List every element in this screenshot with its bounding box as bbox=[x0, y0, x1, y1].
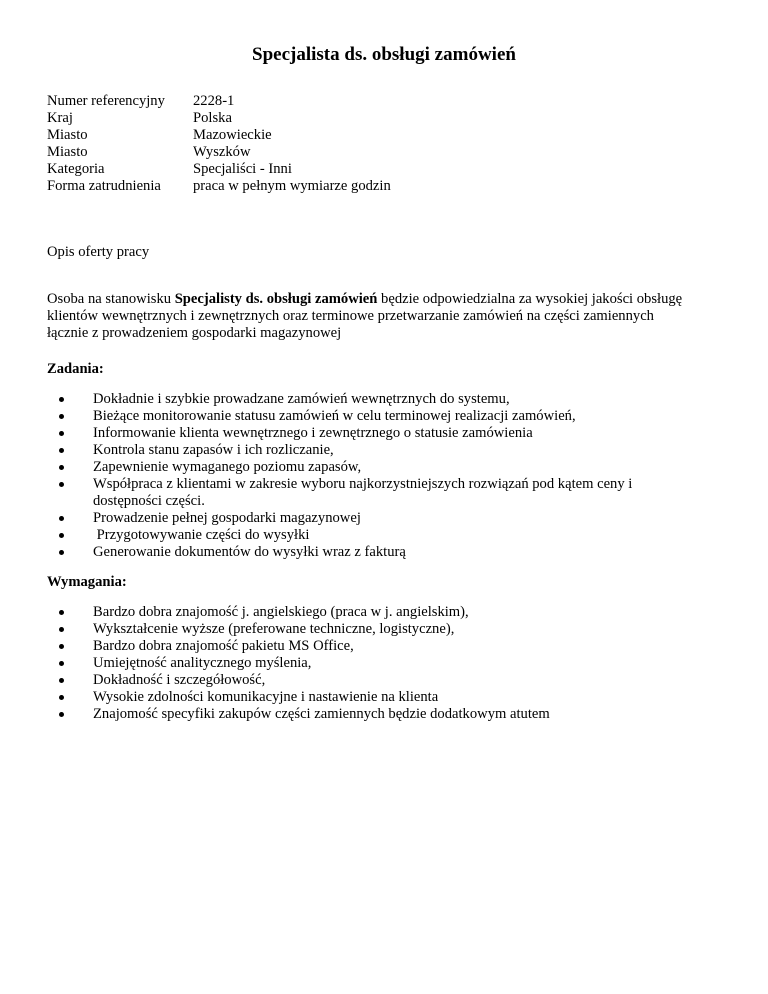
bullet-icon bbox=[59, 610, 64, 615]
detail-value: 2228-1 bbox=[193, 93, 235, 109]
list-item-text: Bardzo dobra znajomość j. angielskiego (praca w j. angielskim), bbox=[93, 604, 469, 620]
list-item bbox=[47, 408, 687, 425]
bullet-icon bbox=[59, 712, 64, 717]
detail-label: Numer referencyjny bbox=[47, 93, 165, 109]
list-item bbox=[47, 621, 687, 638]
list-item-text: Informowanie klienta wewnętrznego i zewnętrznego o statusie zamówienia bbox=[93, 425, 533, 441]
bullet-icon bbox=[59, 482, 64, 487]
bullet-icon bbox=[59, 678, 64, 683]
list-item-text: Umiejętność analitycznego myślenia, bbox=[93, 655, 312, 671]
detail-label: Kraj bbox=[47, 110, 73, 126]
tasks-list bbox=[47, 391, 687, 561]
list-item bbox=[47, 672, 687, 689]
list-item-text: Zapewnienie wymaganego poziomu zapasów, bbox=[93, 459, 362, 475]
bullet-icon bbox=[59, 695, 64, 700]
detail-value: Specjaliści - Inni bbox=[193, 161, 292, 177]
bullet-icon bbox=[59, 431, 64, 436]
bullet-icon bbox=[59, 644, 64, 649]
list-item bbox=[47, 459, 687, 476]
detail-value: Mazowieckie bbox=[193, 127, 272, 143]
list-item bbox=[47, 510, 687, 527]
list-item bbox=[47, 476, 687, 510]
bullet-icon bbox=[59, 550, 64, 555]
intro-text-before: Osoba na stanowisku bbox=[47, 291, 175, 307]
detail-label: Miasto bbox=[47, 144, 88, 160]
list-item bbox=[47, 655, 687, 672]
detail-row-employment-type bbox=[47, 178, 391, 195]
list-item bbox=[47, 425, 687, 442]
list-item-text: Prowadzenie pełnej gospodarki magazynowej bbox=[93, 510, 361, 526]
bullet-icon bbox=[59, 397, 64, 402]
detail-label: Forma zatrudnienia bbox=[47, 178, 161, 194]
list-item bbox=[47, 442, 687, 459]
bullet-icon bbox=[59, 661, 64, 666]
list-item bbox=[47, 391, 687, 408]
list-item-text: Kontrola stanu zapasów i ich rozliczanie, bbox=[93, 442, 334, 458]
bullet-icon bbox=[59, 516, 64, 521]
intro-paragraph bbox=[47, 291, 687, 342]
bullet-icon bbox=[59, 448, 64, 453]
detail-label: Kategoria bbox=[47, 161, 105, 177]
offer-description-heading: Opis oferty pracy bbox=[47, 244, 150, 260]
requirements-list bbox=[47, 604, 687, 723]
list-item-text: Generowanie dokumentów do wysyłki wraz z fakturą bbox=[93, 544, 406, 560]
list-item-text: Bardzo dobra znajomość pakietu MS Office, bbox=[93, 638, 354, 654]
bullet-icon bbox=[59, 533, 64, 538]
list-item-text: Dokładnie i szybkie prowadzane zamówień wewnętrznych do systemu, bbox=[93, 391, 510, 407]
page-title: Specjalista ds. obsługi zamówień bbox=[252, 44, 516, 65]
detail-row-country bbox=[47, 110, 391, 127]
detail-row-region bbox=[47, 127, 391, 144]
list-item-text: Bieżące monitorowanie statusu zamówień w celu terminowej realizacji zamówień, bbox=[93, 408, 576, 424]
list-item-text: Współpraca z klientami w zakresie wyboru najkorzystniejszych rozwiązań pod kątem ceny i dostępności części. bbox=[93, 476, 633, 509]
detail-row-reference bbox=[47, 93, 391, 110]
list-item bbox=[47, 689, 687, 706]
detail-value: Polska bbox=[193, 110, 232, 126]
requirements-heading: Wymagania: bbox=[47, 574, 127, 590]
bullet-icon bbox=[59, 627, 64, 632]
list-item-text: Wysokie zdolności komunikacyjne i nastawienie na klienta bbox=[93, 689, 439, 705]
job-details-table bbox=[47, 93, 391, 195]
bullet-icon bbox=[59, 465, 64, 470]
list-item bbox=[47, 544, 687, 561]
list-item bbox=[47, 527, 687, 544]
detail-row-category bbox=[47, 161, 391, 178]
detail-label: Miasto bbox=[47, 127, 88, 143]
list-item bbox=[47, 604, 687, 621]
intro-position-name: Specjalisty ds. obsługi zamówień bbox=[174, 291, 378, 307]
list-item-text: Przygotowywanie części do wysyłki bbox=[93, 527, 310, 543]
list-item-text: Znajomość specyfiki zakupów części zamiennych będzie dodatkowym atutem bbox=[93, 706, 550, 722]
list-item-text: Dokładność i szczegółowość, bbox=[93, 672, 266, 688]
detail-value: Wyszków bbox=[193, 144, 251, 160]
tasks-heading: Zadania: bbox=[47, 361, 104, 377]
detail-value: praca w pełnym wymiarze godzin bbox=[193, 178, 391, 194]
list-item-text: Wykształcenie wyższe (preferowane techniczne, logistyczne), bbox=[93, 621, 455, 637]
list-item bbox=[47, 638, 687, 655]
intro-text-after: będzie odpowiedzialna za wysokiej jakości obsługę klientów wewnętrznych i zewnętrznych oraz terminowe przetwarzanie zamówień na części zamiennych łącznie z prowadzeniem gospodarki magazynowej bbox=[47, 291, 683, 341]
list-item bbox=[47, 706, 687, 723]
detail-row-city bbox=[47, 144, 391, 161]
bullet-icon bbox=[59, 414, 64, 419]
